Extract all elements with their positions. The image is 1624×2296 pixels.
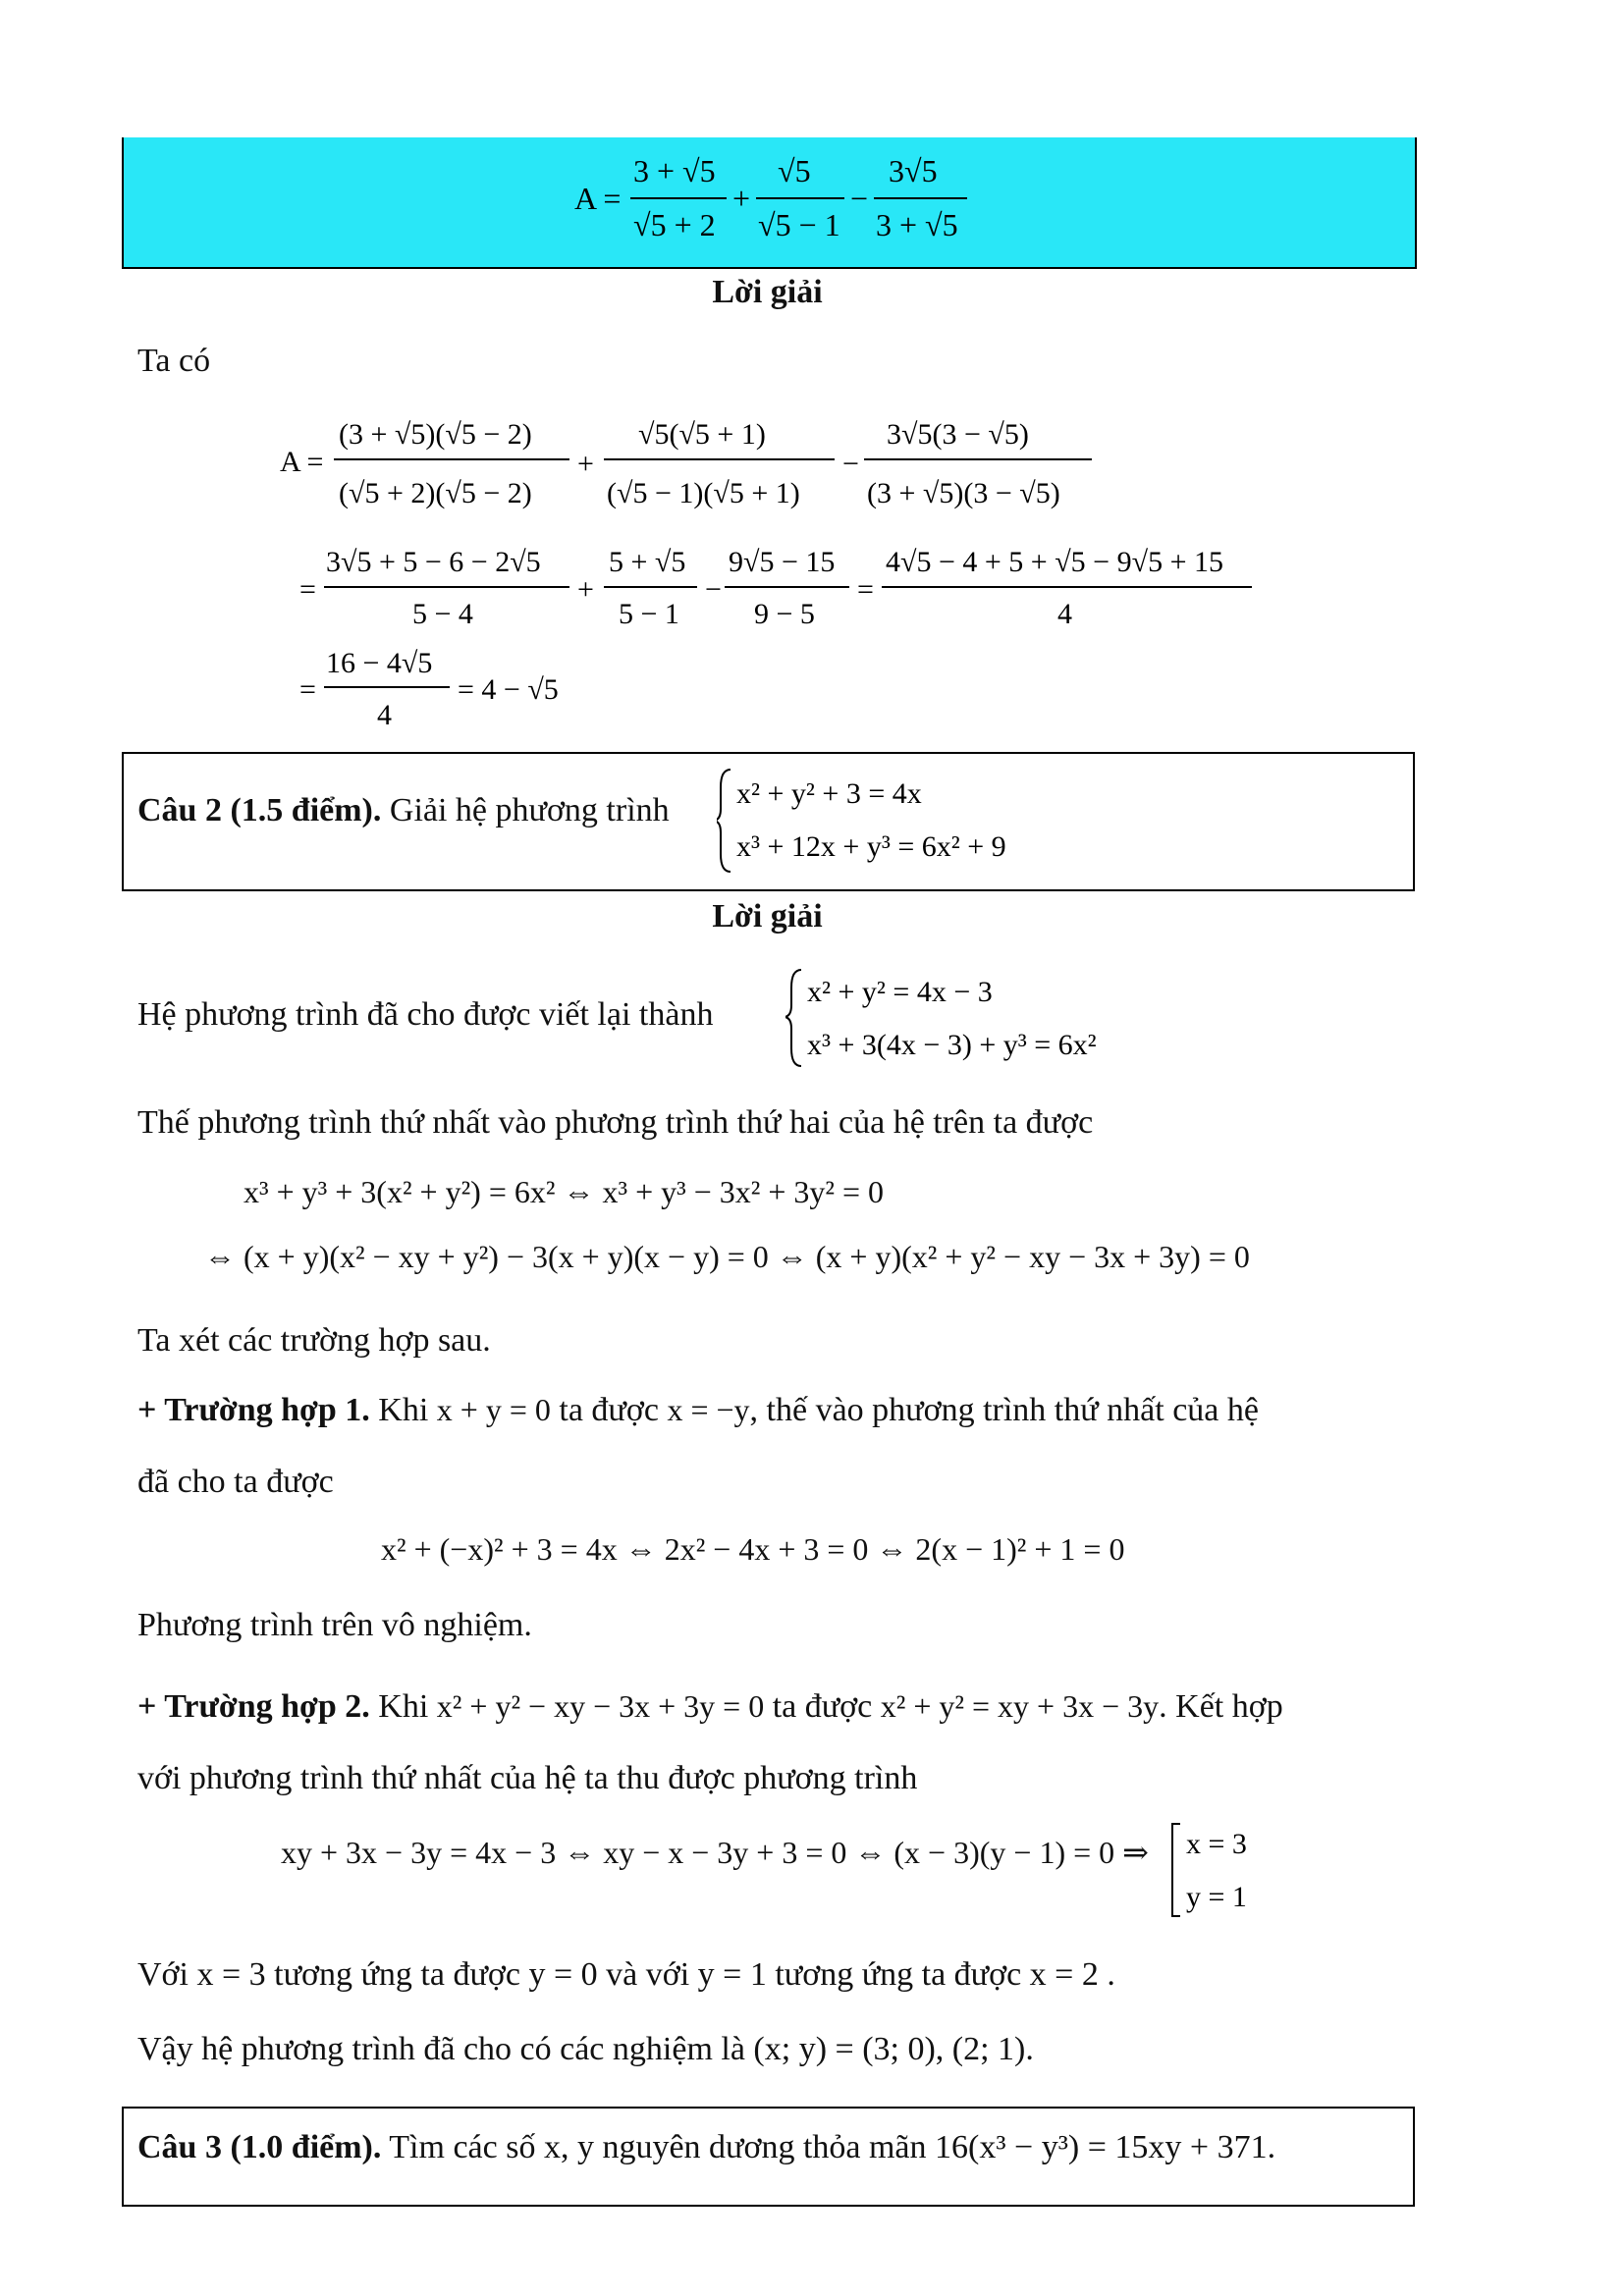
final-conclusion: Vậy hệ phương trình đã cho có các nghiệm là (x; y) = (3; 0), (2; 1). <box>137 2031 1034 2067</box>
rewrite-eq1: x² + y² = 4x − 3 <box>807 976 993 1008</box>
svg-text:(3 + √5)(√5 − 2): (3 + √5)(√5 − 2) <box>339 418 532 451</box>
svg-text:4√5 − 4 + 5 + √5 − 9√5 + 15: 4√5 − 4 + 5 + √5 − 9√5 + 15 <box>886 546 1223 578</box>
svg-text:4: 4 <box>377 699 392 731</box>
svg-text:5 + √5: 5 + √5 <box>609 546 686 578</box>
svg-text:3 + √5: 3 + √5 <box>633 153 716 188</box>
question-2-system <box>717 758 1051 885</box>
case-2-solution-y: y = 1 <box>1186 1881 1247 1913</box>
case-1-text-b: ta được <box>559 1392 659 1428</box>
substitution-line-1: x³ + y³ + 3(x² + y²) = 6x² ⇔ x³ + y³ − 3x² + 3y² = 0 <box>244 1174 885 1209</box>
svg-text:5 − 1: 5 − 1 <box>619 598 679 630</box>
svg-text:=: = <box>857 573 874 606</box>
solution-heading-2: Lời giải <box>712 898 823 934</box>
substitution-text: Thế phương trình thứ nhất vào phương trình thứ hai của hệ trên ta được <box>137 1104 1094 1141</box>
svg-text:√5 + 2: √5 + 2 <box>633 207 716 242</box>
case-1-condition: x + y = 0 <box>436 1392 551 1427</box>
case-2-label: + Trường hợp 2. <box>137 1688 370 1725</box>
svg-text:A =: A = <box>574 181 622 216</box>
svg-text:+: + <box>577 448 594 480</box>
svg-text:√5 − 1: √5 − 1 <box>758 207 840 242</box>
svg-text:9 − 5: 9 − 5 <box>754 598 815 630</box>
question-2-text: Giải hệ phương trình <box>389 792 670 828</box>
solution-1-derivation <box>275 402 1276 736</box>
q2-eq2: x³ + 12x + y³ = 6x² + 9 <box>736 830 1006 863</box>
case-2-line <box>137 1686 1283 1727</box>
svg-text:A =: A = <box>280 446 324 478</box>
svg-text:=: = <box>299 573 316 606</box>
question-3-label: Câu 3 (1.0 điểm). <box>137 2129 382 2165</box>
svg-text:(√5 + 2)(√5 − 2): (√5 + 2)(√5 − 2) <box>339 477 532 509</box>
svg-text:(3 + √5)(3 − √5): (3 + √5)(3 − √5) <box>867 477 1060 509</box>
svg-text:=: = <box>299 673 316 706</box>
q2-eq1: x² + y² + 3 = 4x <box>736 777 922 810</box>
solution-heading-1: Lời giải <box>712 274 823 310</box>
rewrite-eq2: x³ + 3(4x − 3) + y³ = 6x² <box>807 1029 1097 1061</box>
case-2-equation: xy + 3x − 3y = 4x − 3 ⇔ xy − x − 3y + 3 = 0 ⇔ (x − 3)(y − 1) = 0 ⇒ <box>281 1835 1149 1870</box>
rewrite-text: Hệ phương trình đã cho được viết lại thành <box>137 996 714 1033</box>
question-2-line <box>137 791 670 830</box>
rewrite-system <box>785 960 1178 1078</box>
question-3-line <box>137 2128 1275 2167</box>
case-2-text-b: ta được <box>772 1688 873 1725</box>
case-2-result: x² + y² = xy + 3x − 3y <box>880 1688 1160 1724</box>
svg-text:+: + <box>732 181 751 216</box>
case-2-continuation: với phương trình thứ nhất của hệ ta thu được phương trình <box>137 1760 918 1796</box>
svg-text:−: − <box>705 573 722 606</box>
svg-text:9√5 − 15: 9√5 − 15 <box>729 546 836 578</box>
case-1-continuation: đã cho ta được <box>137 1464 334 1500</box>
case-1-label: + Trường hợp 1. <box>137 1392 370 1428</box>
svg-text:3 + √5: 3 + √5 <box>876 207 958 242</box>
formula-a-header <box>550 137 1001 265</box>
svg-text:5 − 4: 5 − 4 <box>412 598 473 630</box>
svg-text:+: + <box>577 573 594 606</box>
case-2-condition: x² + y² − xy − 3x + 3y = 0 <box>436 1688 765 1724</box>
case-2-solution-x: x = 3 <box>1186 1828 1247 1860</box>
svg-text:4: 4 <box>1057 598 1072 630</box>
case-1-result: x = −y <box>667 1392 750 1427</box>
case-2-text-c: . Kết hợp <box>1159 1688 1283 1725</box>
svg-text:−: − <box>850 181 869 216</box>
svg-text:√5: √5 <box>778 153 811 188</box>
substitution-line-2: ⇔ (x + y)(x² − xy + y²) − 3(x + y)(x − y) = 0 ⇔ (x + y)(x² + y² − xy − 3x + 3y) = 0 <box>204 1239 1250 1274</box>
question-2-label: Câu 2 (1.5 điểm). <box>137 792 382 828</box>
with-values-text: Với x = 3 tương ứng ta được y = 0 và với y = 1 tương ứng ta được x = 2 . <box>137 1956 1115 1993</box>
cases-text: Ta xét các trường hợp sau. <box>137 1322 491 1359</box>
case-2-text-a: Khi <box>378 1688 429 1725</box>
ta-co-text: Ta có <box>137 343 211 379</box>
case-1-text-c: , thế vào phương trình thứ nhất của hệ <box>749 1392 1259 1428</box>
svg-text:−: − <box>842 448 859 480</box>
svg-text:16 − 4√5: 16 − 4√5 <box>326 647 433 679</box>
svg-text:= 4 − √5: = 4 − √5 <box>458 673 559 706</box>
svg-text:3√5(3 − √5): 3√5(3 − √5) <box>887 418 1029 451</box>
svg-text:3√5: 3√5 <box>889 153 938 188</box>
svg-text:3√5 + 5 − 6 − 2√5: 3√5 + 5 − 6 − 2√5 <box>326 546 541 578</box>
svg-text:(√5 − 1)(√5 + 1): (√5 − 1)(√5 + 1) <box>607 477 800 509</box>
case-2-solutions <box>1168 1818 1286 1926</box>
case-1-equation: x² + (−x)² + 3 = 4x ⇔ 2x² − 4x + 3 = 0 ⇔ 2(x − 1)² + 1 = 0 <box>381 1531 1125 1567</box>
case-1-text-a: Khi <box>378 1392 429 1428</box>
case-1-conclusion: Phương trình trên vô nghiệm. <box>137 1607 532 1643</box>
case-1-line <box>137 1390 1259 1430</box>
question-3-text: Tìm các số x, y nguyên dương thỏa mãn 16(x³ − y³) = 15xy + 371. <box>389 2129 1276 2165</box>
svg-text:√5(√5 + 1): √5(√5 + 1) <box>638 418 766 451</box>
